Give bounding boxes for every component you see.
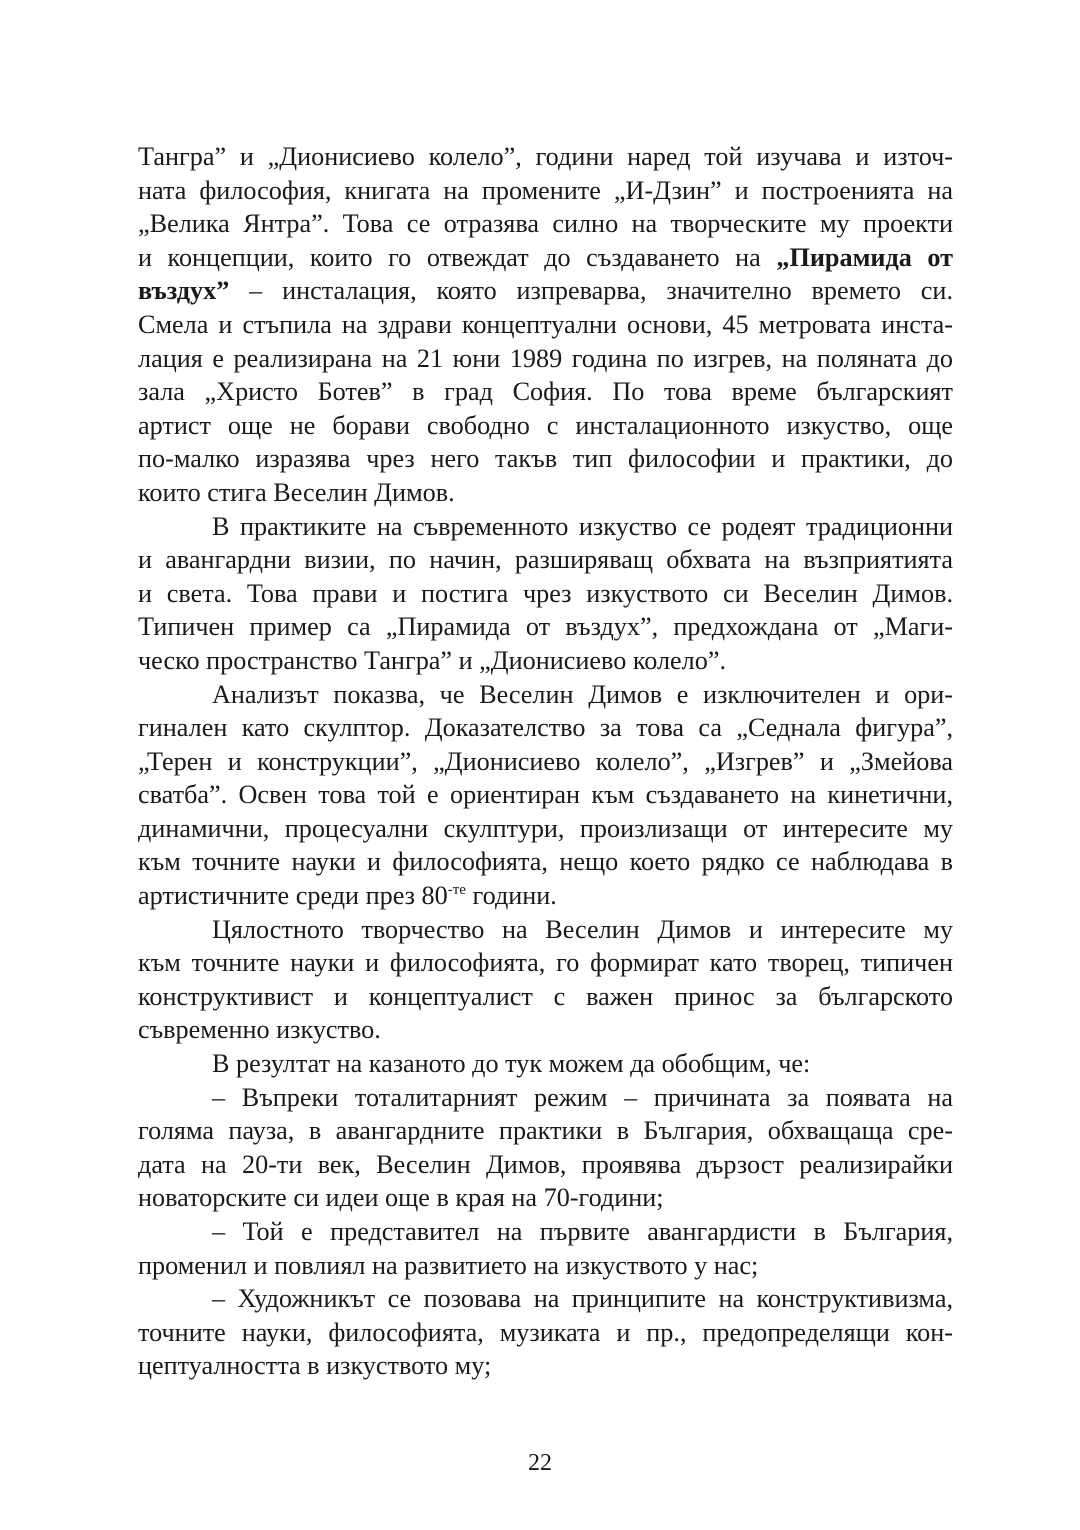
text-run: години. xyxy=(465,881,557,911)
list-item xyxy=(138,1215,953,1282)
text-line: лация е реализирана на 21 юни 1989 година по изгрев, на поляната до xyxy=(138,343,953,373)
text-line: – Той е представител на първите авангардисти в България, xyxy=(212,1217,953,1246)
text-run: и концепции, които го отвеждат до създаването на xyxy=(138,242,777,272)
bold-title-run: въздух” xyxy=(138,276,230,306)
text-line: голяма пауза, в авангардните практики в България, обхващаща сре- xyxy=(138,1116,953,1146)
text-line xyxy=(138,241,953,275)
paragraph xyxy=(138,140,953,510)
bold-title-run: „Пирамида от xyxy=(776,242,953,272)
text-line: новаторските си идеи още в края на 70-години; xyxy=(138,1183,664,1213)
text-line: Типичен пример са „Пирамида от въздух”, предхождана от „Маги- xyxy=(138,612,953,642)
text-line: променил и повлиял на развитието на изкуството у нас; xyxy=(138,1250,759,1280)
text-line: „Терен и конструкции”, „Дионисиево колело”, „Изгрев” и „Змейова xyxy=(138,746,953,776)
text-line: Смела и стъпила на здрави концептуални основи, 45 метровата инста- xyxy=(138,309,953,339)
text-line: по-малко изразява чрез него такъв тип философии и практики, до xyxy=(138,444,953,474)
text-line: динамични, процесуални скулптури, произлизащи от интересите му xyxy=(138,813,953,843)
paragraph xyxy=(138,678,953,913)
text-line xyxy=(138,274,953,308)
text-line: ната философия, книгата на промените „И-Дзин” и построенията на xyxy=(138,175,953,205)
text-line: артист още не борави свободно с инсталационното изкуство, още xyxy=(138,410,953,440)
text-line: Анализът показва, че Веселин Димов е изключителен и ори- xyxy=(212,679,953,709)
text-line xyxy=(138,879,953,913)
text-line: ческо пространство Тангра” и „Дионисиево колело”. xyxy=(138,645,727,675)
text-run: – инсталация, която изпреварва, значително времето си. xyxy=(229,276,953,306)
text-line: Тангра” и „Дионисиево колело”, години наред той изучава и източ- xyxy=(138,142,953,171)
text-line: гинален като скулптор. Доказателство за това са „Седнала фигура”, xyxy=(138,713,953,743)
text-line: съвременно изкуство. xyxy=(138,1015,381,1045)
list-item xyxy=(138,1282,953,1383)
text-line: и света. Това прави и постига чрез изкуството си Веселин Димов. xyxy=(138,578,953,608)
text-line: зала „Христо Ботев” в град София. По това време българският xyxy=(138,377,953,407)
text-line: които стига Веселин Димов. xyxy=(138,477,455,507)
text-line: В резултат на казаното до тук можем да обобщим, че: xyxy=(212,1049,811,1079)
text-line: – Художникът се позовава на принципите на конструктивизма, xyxy=(212,1284,953,1314)
text-line: точните науки, философията, музиката и пр., предопределящи кон- xyxy=(138,1317,953,1347)
paragraph xyxy=(138,913,953,1047)
text-line: към точните науки и философията, го формират като творец, типичен xyxy=(138,948,953,978)
page-body xyxy=(138,140,953,1383)
paragraph xyxy=(138,1047,953,1081)
text-run: артистичните среди през 80 xyxy=(138,881,448,911)
text-line: към точните науки и философията, нещо което рядко се наблюдава в xyxy=(138,847,953,877)
text-line: цептуалността в изкуството му; xyxy=(138,1351,492,1381)
text-line: дата на 20-ти век, Веселин Димов, проявява дързост реализирайки xyxy=(138,1149,953,1179)
text-line: – Въпреки тоталитарният режим – причината за появата на xyxy=(212,1082,953,1112)
paragraph xyxy=(138,510,953,678)
page-number: 22 xyxy=(528,1450,552,1476)
superscript: -те xyxy=(447,882,466,899)
list-item xyxy=(138,1081,953,1215)
text-line: сватба”. Освен това той е ориентиран към създаването на кинетични, xyxy=(138,780,953,810)
text-line: и авангардни визии, по начин, разширяващ обхвата на възприятията xyxy=(138,545,953,575)
text-line: Цялостното творчество на Веселин Димов и интересите му xyxy=(212,914,953,944)
text-line: конструктивист и концептуалист с важен принос за българското xyxy=(138,981,953,1011)
text-line: „Велика Янтра”. Това се отразява силно на творческите му проекти xyxy=(138,209,953,239)
text-line: В практиките на съвременното изкуство се родеят традиционни xyxy=(212,511,953,541)
